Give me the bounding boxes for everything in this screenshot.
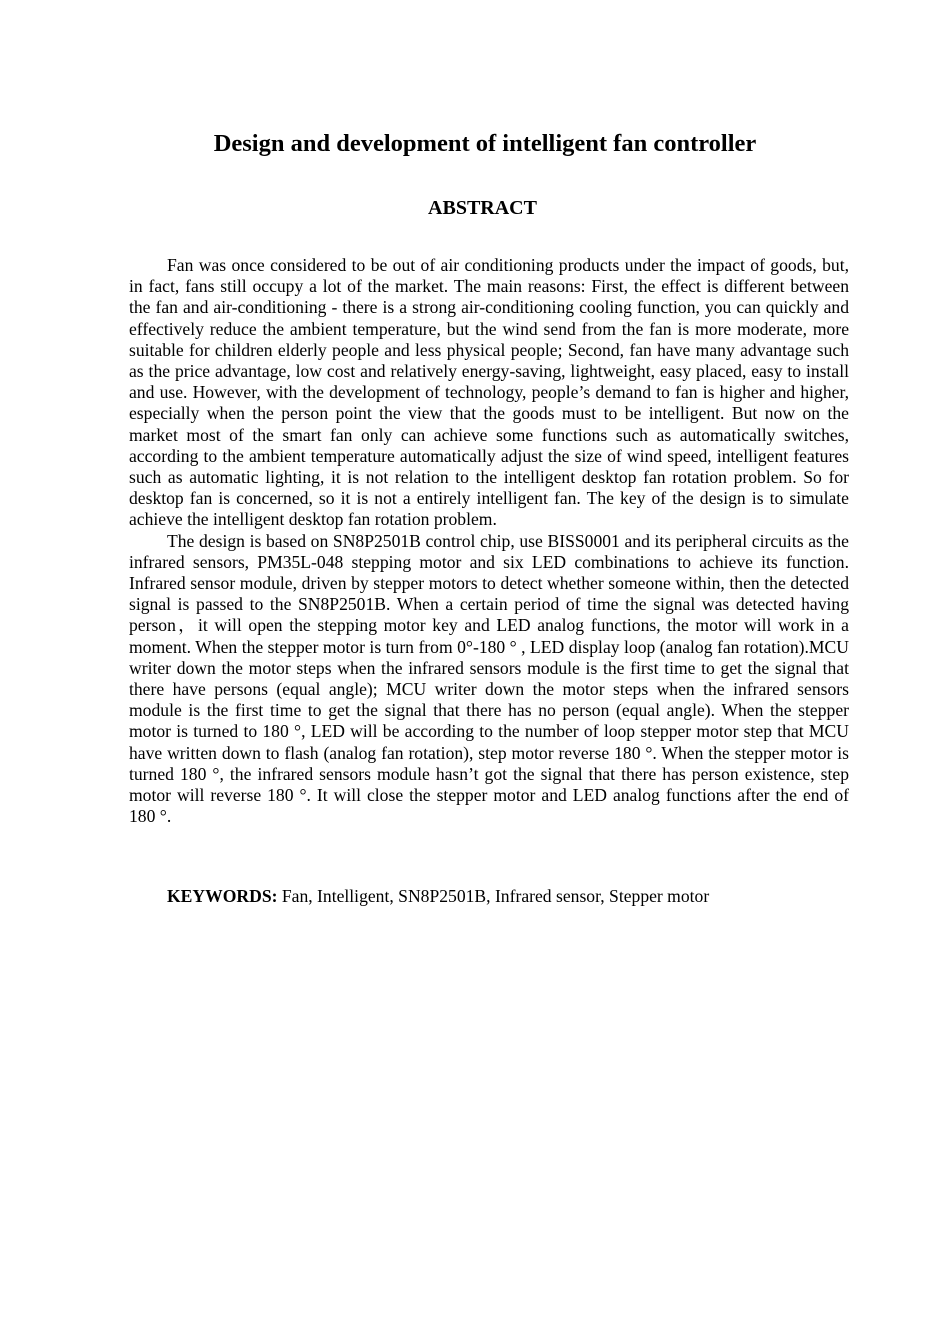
abstract-heading: ABSTRACT [428,197,537,219]
paper-title: Design and development of intelligent fan controller [213,130,757,157]
abstract-paragraph: Fan was once considered to be out of air conditioning products under the impact of goods, but, in fact, fans still occupy a lot of the market. The main reasons: First, the effect is different between the fan and air-conditioning - there is a strong air-conditioning cooling function, you can quickly and effectively reduce the ambient temperature, but the wind send from the fan is more moderate, more suitable for children elderly people and less physical people; Second, fan have many advantage such as the price advantage, low cost and relatively energy-saving, lightweight, easy placed, easy to install and use. However, with the development of technology, people’s demand to fan is higher and higher, especially when the person point the view that the goods must to be intelligent. But now on the market most of the smart fan only can achieve some functions such as automatically switches, according to the ambient temperature automatically adjust the size of wind speed, intelligent features such as automatic lighting, it is not relation to the intelligent desktop fan rotation problem. So for desktop fan is concerned, so it is not a entirely intelligent fan. The key of the design is to simulate achieve the intelligent desktop fan rotation problem. [129,255,849,530]
keywords-label: KEYWORDS: [167,886,278,906]
abstract-paragraph: The design is based on SN8P2501B control chip, use BISS0001 and its peripheral circuits as the infrared sensors, PM35L-048 stepping motor and six LED combinations to achieve its function. Infrared sensor module, driven by stepper motors to detect whether someone within, then the detected signal is passed to the SN8P2501B. When a certain period of time the signal was detected having person，it will open the stepping motor key and LED analog functions, the motor will work in a moment. When the stepper motor is turn from 0°-180 ° , LED display loop (analog fan rotation).MCU writer down the motor steps when the infrared sensors module is the first time to get the signal that there have persons (equal angle); MCU writer down the motor steps when the infrared sensors module is the first time to get the signal that there has no person (equal angle). When the stepper motor is turned to 180 °, LED will be according to the number of loop stepper motor step that MCU have written down to flash (analog fan rotation), step motor reverse 180 °. When the stepper motor is turned 180 °, the infrared sensors module hasn’t got the signal that there has person existence, step motor will reverse 180 °. It will close the stepper motor and LED analog functions after the end of 180 °. [129,530,849,827]
keywords-list: Fan, Intelligent, SN8P2501B, Infrared sensor, Stepper motor [277,886,710,906]
keywords-line [129,886,849,907]
abstract-body [129,255,849,827]
